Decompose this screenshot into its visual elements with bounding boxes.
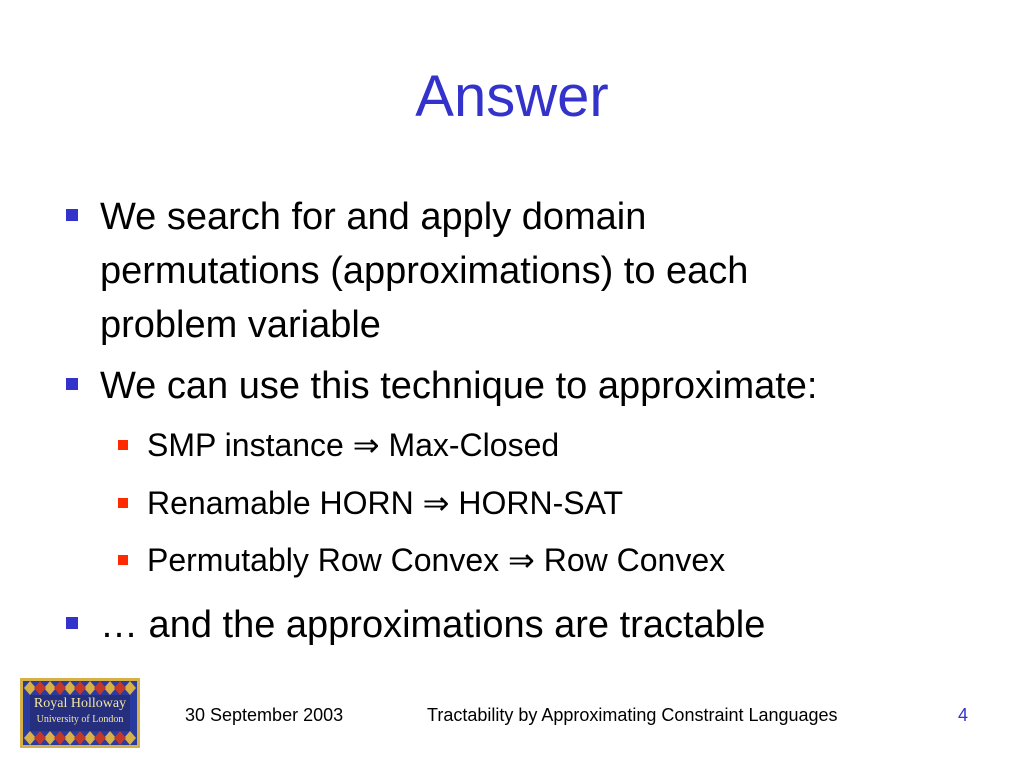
square-bullet-icon: [118, 498, 128, 508]
footer-date: 30 September 2003: [185, 705, 344, 725]
bullet-item: [100, 598, 940, 652]
bullet-item: [100, 359, 940, 413]
slide-title: Answer: [415, 64, 609, 129]
sub-bullet-text: SMP instance ⇒ Max-Closed: [147, 427, 560, 463]
bullet-text-line: problem variable: [100, 304, 381, 346]
square-bullet-icon: [118, 440, 128, 450]
logo-line-1: Royal Holloway: [33, 696, 127, 711]
bullet-text-line: We search for and apply domain: [100, 196, 647, 238]
slide-footer: [0, 660, 1024, 760]
bullet-item: [100, 190, 940, 352]
square-bullet-icon: [66, 378, 78, 390]
logo-text: [30, 695, 130, 731]
royal-holloway-logo: [20, 678, 140, 748]
footer-presentation-title: Tractability by Approximating Constraint Languages: [427, 705, 838, 725]
bullet-text-line: … and the approximations are tractable: [100, 604, 766, 646]
sub-bullet-item: [147, 483, 927, 523]
footer-page-number: 4: [958, 705, 969, 725]
bullet-text-line: We can use this technique to approximate:: [100, 365, 818, 407]
square-bullet-icon: [66, 209, 78, 221]
logo-line-2: University of London: [36, 714, 124, 725]
square-bullet-icon: [118, 555, 128, 565]
square-bullet-icon: [66, 617, 78, 629]
sub-bullet-item: [147, 540, 927, 580]
sub-bullet-text: Renamable HORN ⇒ HORN-SAT: [147, 485, 624, 521]
sub-bullet-text: Permutably Row Convex ⇒ Row Convex: [147, 542, 726, 578]
bullet-text-line: permutations (approximations) to each: [100, 250, 749, 292]
sub-bullet-item: [147, 425, 927, 465]
